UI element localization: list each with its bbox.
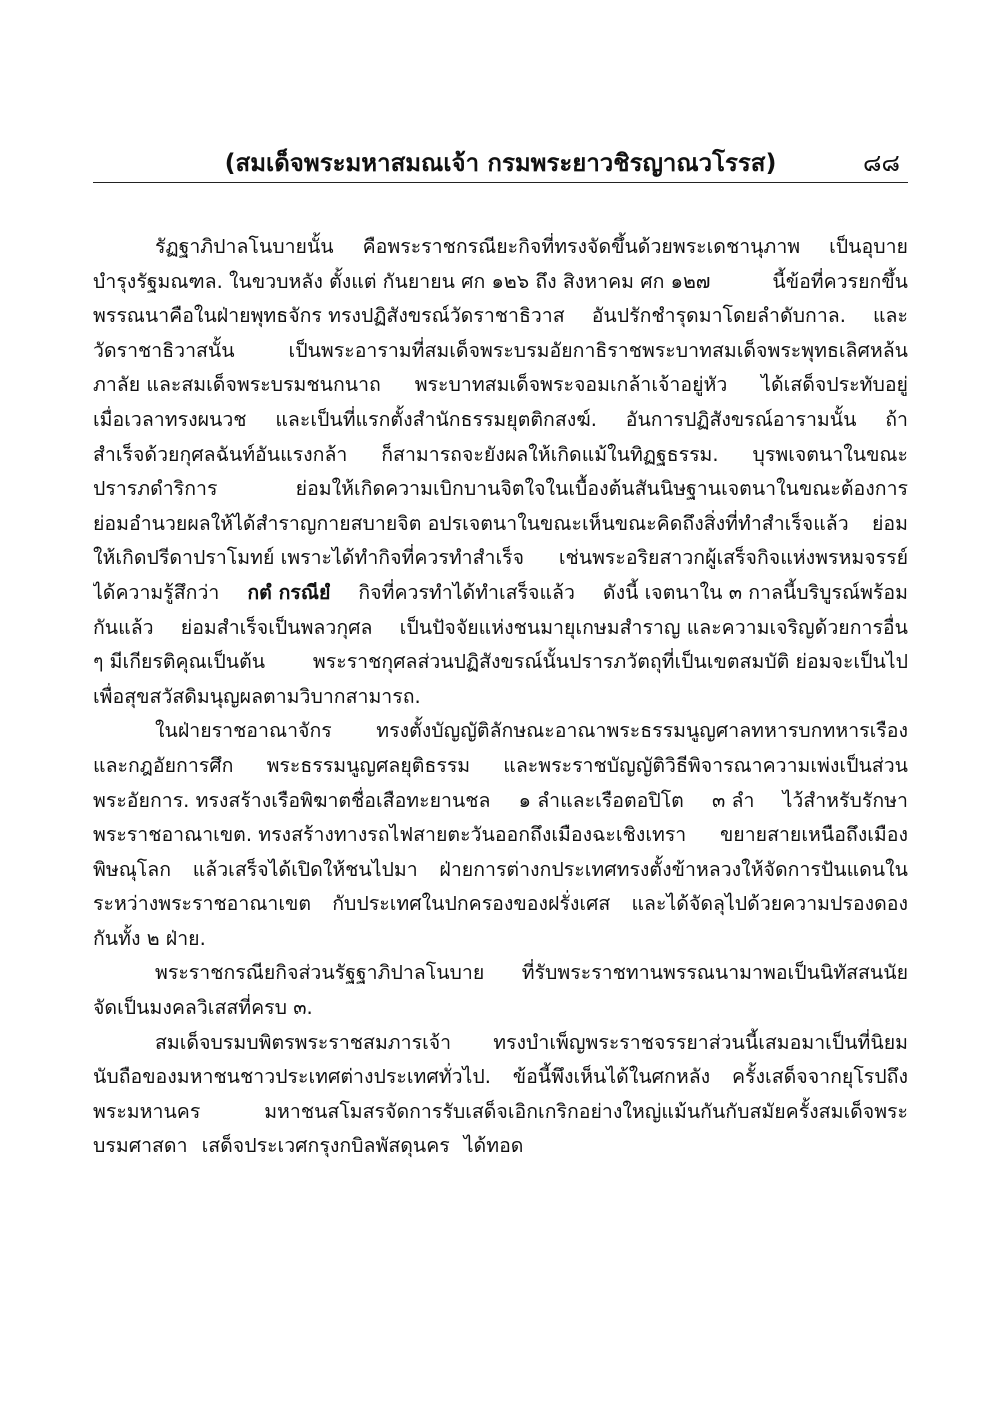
- text-segment: เมื่อเวลาทรงผนวช: [93, 407, 247, 431]
- text-line: [93, 887, 908, 922]
- text-segment: ย่อมให้เกิดความเบิกบานจิตใจในเบื้องต้นสันนิษฐานเจตนาในขณะต้องการ: [295, 477, 908, 501]
- text-segment: ๓ ลำ: [712, 788, 755, 812]
- text-segment: พระธรรมนูญศลยุติธรรม: [266, 753, 471, 777]
- text-segment: กับประเทศในปกครองของฝรั่งเศส: [332, 892, 611, 916]
- text-segment: ได้ความรู้สึกว่า: [93, 580, 220, 604]
- text-segment: อันการปฏิสังขรณ์อารามนั้น: [625, 407, 857, 431]
- text-segment: และได้จัดลุไปด้วยความปรองดอง: [631, 892, 908, 916]
- text-segment: รัฏฐาภิปาลโนบายนั้น: [155, 235, 334, 258]
- text-segment: ทรงบำเพ็ญพระราชจรรยาส่วนนี้เสมอมาเป็นที่นิยม: [493, 1030, 908, 1054]
- text-line: [93, 818, 908, 853]
- text-line: [93, 680, 908, 715]
- text-segment: ระหว่างพระราชอาณาเขต: [93, 892, 312, 916]
- text-line: [93, 956, 908, 991]
- text-segment: บุรพเจตนาในขณะ: [752, 442, 908, 466]
- text-segment: เพื่อสุขสวัสดิมนุญผลตามวิบากสามารถ.: [93, 684, 421, 708]
- text-segment: ๑ ลำและเรือตอปิโต: [518, 788, 684, 812]
- text-segment: แล้วเสร็จได้เปิดให้ชนไปมา: [192, 857, 418, 881]
- text-segment: และพระราชบัญญัติวิธีพิจารณาความเพ่งเป็นส่วน: [503, 753, 908, 777]
- text-line: [93, 611, 908, 646]
- text-segment: ย่อมสำเร็จเป็นพลวกุศล: [180, 615, 373, 639]
- text-segment: ภาลัย และสมเด็จพระบรมชนกนาถ: [93, 373, 381, 397]
- text-segment: ไว้สำหรับรักษา: [782, 788, 908, 812]
- text-segment: สำเร็จด้วยกุศลฉันท์อันแรงกล้า: [93, 442, 348, 466]
- text-line: [93, 922, 908, 957]
- text-line: [93, 1095, 908, 1130]
- text-segment: มหาชนสโมสรจัดการรับเสด็จเอิกเกริกอย่างใหญ่แม้นกันกับสมัยครั้งสมเด็จพระ: [264, 1099, 908, 1123]
- header-divider: [93, 182, 908, 183]
- text-segment: และกฎอัยการศึก: [93, 753, 234, 777]
- text-segment: ให้เกิดปรีดาปราโมทย์ เพราะได้ทำกิจที่ควรทำสำเร็จ: [93, 546, 525, 570]
- text-segment: ย่อม: [872, 511, 908, 535]
- text-segment: และ: [872, 304, 908, 328]
- text-line: [93, 1060, 908, 1095]
- text-segment: พระมหานคร: [93, 1099, 201, 1123]
- text-segment: กิจที่ควรทำได้ทำเสร็จแล้ว: [358, 580, 575, 604]
- body-text: [93, 230, 908, 1164]
- text-line: [93, 541, 908, 576]
- text-segment: พระอัยการ. ทรงสร้างเรือพิฆาตชื่อเสือทะยานชล: [93, 788, 491, 812]
- text-segment: ย่อมอำนวยผลให้ได้สำราญกายสบายจิต อปรเจตนาในขณะเห็นขณะคิดถึงสิ่งที่ทำสำเร็จแล้ว: [93, 511, 849, 535]
- text-line: [93, 507, 908, 542]
- text-segment: ในฝ่ายราชอาณาจักร: [155, 719, 332, 743]
- text-segment: กันทั้ง ๒ ฝ่าย.: [93, 926, 206, 950]
- text-segment: วัดราชาธิวาสนั้น: [93, 338, 235, 362]
- text-segment: ถ้า: [885, 407, 908, 431]
- text-segment: ได้เสด็จประทับอยู่: [761, 373, 908, 397]
- text-segment: พรรณนาคือในฝ่ายพุทธจักร ทรงปฏิสังขรณ์วัดราชาธิวาส: [93, 304, 565, 328]
- text-segment: อันปรักชำรุดมาโดยลำดับกาล.: [591, 304, 846, 328]
- text-line: [93, 749, 908, 784]
- text-segment: ทรงตั้งบัญญัติลักษณะอาณาพระธรรมนูญศาลทหารบกทหารเรือง: [376, 719, 908, 743]
- text-segment: ดังนี้ เจตนาใน ๓ กาลนี้บริบูรณ์พร้อม: [602, 580, 908, 604]
- text-line: [93, 403, 908, 438]
- text-segment: เสด็จประเวศกรุงกบิลพัสดุนคร: [201, 1134, 450, 1158]
- text-segment: ครั้งเสด็จจากยุโรปถึง: [732, 1065, 908, 1089]
- text-segment: และเป็นที่แรกตั้งสำนักธรรมยุตติกสงฆ์.: [275, 407, 597, 431]
- text-segment: พิษณุโลก: [93, 857, 172, 881]
- page-header: [93, 148, 908, 184]
- text-line: [93, 576, 908, 611]
- text-segment: กันแล้ว: [93, 615, 154, 639]
- text-line: [93, 784, 908, 819]
- text-segment: เป็นพระอารามที่สมเด็จพระบรมอัยกาธิราชพระบาทสมเด็จพระพุทธเลิศหล้น: [288, 338, 908, 362]
- text-line: [93, 334, 908, 369]
- text-segment: ได้ทอด: [463, 1134, 524, 1158]
- chapter-title: (สมเด็จพระมหาสมณเจ้า กรมพระยาวชิรญาณวโรรส): [224, 149, 777, 177]
- text-line: [93, 230, 908, 265]
- text-segment: บำรุงรัฐมณฑล. ในขวบหลัง ตั้งแต่ กันยายน ศก ๑๒๖ ถึง สิงหาคม ศก ๑๒๗: [93, 269, 711, 293]
- text-segment: พระบาทสมเด็จพระจอมเกล้าเจ้าอยู่หัว: [414, 373, 728, 397]
- text-segment: พระราชกรณียกิจส่วนรัฐฐาภิปาลโนบาย: [155, 961, 485, 985]
- text-line: [93, 1026, 908, 1061]
- text-segment: เช่นพระอริยสาวกผู้เสร็จกิจแห่งพรหมจรรย์: [558, 546, 908, 570]
- text-segment: ที่รับพระราชทานพรรณนามาพอเป็นนิทัสสนนัย: [521, 961, 908, 985]
- text-segment: นับถือของมหาชนชาวประเทศต่างประเทศทั่วไป.: [93, 1065, 491, 1089]
- text-line: [93, 991, 908, 1026]
- text-line: [93, 299, 908, 334]
- text-line: [93, 645, 908, 680]
- text-line: [93, 438, 908, 473]
- text-line: [93, 853, 908, 888]
- text-segment: สมเด็จบรมบพิตรพระราชสมภารเจ้า: [155, 1030, 452, 1054]
- page-number: ๘๘: [862, 149, 900, 177]
- text-segment: ๆ มีเกียรติคุณเป็นต้น: [93, 650, 266, 674]
- text-line: [93, 265, 908, 300]
- text-line: [93, 1129, 908, 1164]
- text-line: [93, 368, 908, 403]
- text-segment: ขยายสายเหนือถึงเมือง: [719, 823, 908, 847]
- text-segment: จัดเป็นมงคลวิเสสที่ครบ ๓.: [93, 996, 313, 1020]
- text-segment: เป็นปัจจัยแห่งชนมายุเกษมสำราญ และความเจริญด้วยการอื่น: [399, 615, 908, 639]
- text-segment: ฝ่ายการต่างกประเทศทรงตั้งข้าหลวงให้จัดการปันแดนใน: [439, 857, 908, 881]
- text-segment: นี้ข้อที่ควรยกขึ้น: [772, 269, 908, 293]
- text-segment: กตํ กรณียํ: [247, 580, 331, 604]
- text-segment: เป็นอุบาย: [829, 235, 908, 258]
- text-segment: พระราชกุศลส่วนปฏิสังขรณ์นั้นปรารภวัตถุที่เป็นเขตสมบัติ ย่อมจะเป็นไป: [312, 650, 908, 674]
- text-segment: ปรารภดำริการ: [93, 477, 218, 501]
- text-segment: บรมศาสดา: [93, 1134, 188, 1158]
- text-segment: ข้อนี้พึงเห็นได้ในศกหลัง: [512, 1065, 711, 1089]
- text-segment: คือพระราชกรณียะกิจที่ทรงจัดขึ้นด้วยพระเดชานุภาพ: [362, 235, 801, 258]
- text-line: [93, 714, 908, 749]
- text-segment: ก็สามารถจะยังผลให้เกิดแม้ในทิฏฐธรรม.: [381, 442, 719, 466]
- text-line: [93, 472, 908, 507]
- text-segment: พระราชอาณาเขต. ทรงสร้างทางรถไฟสายตะวันออกถึงเมืองฉะเชิงเทรา: [93, 823, 687, 847]
